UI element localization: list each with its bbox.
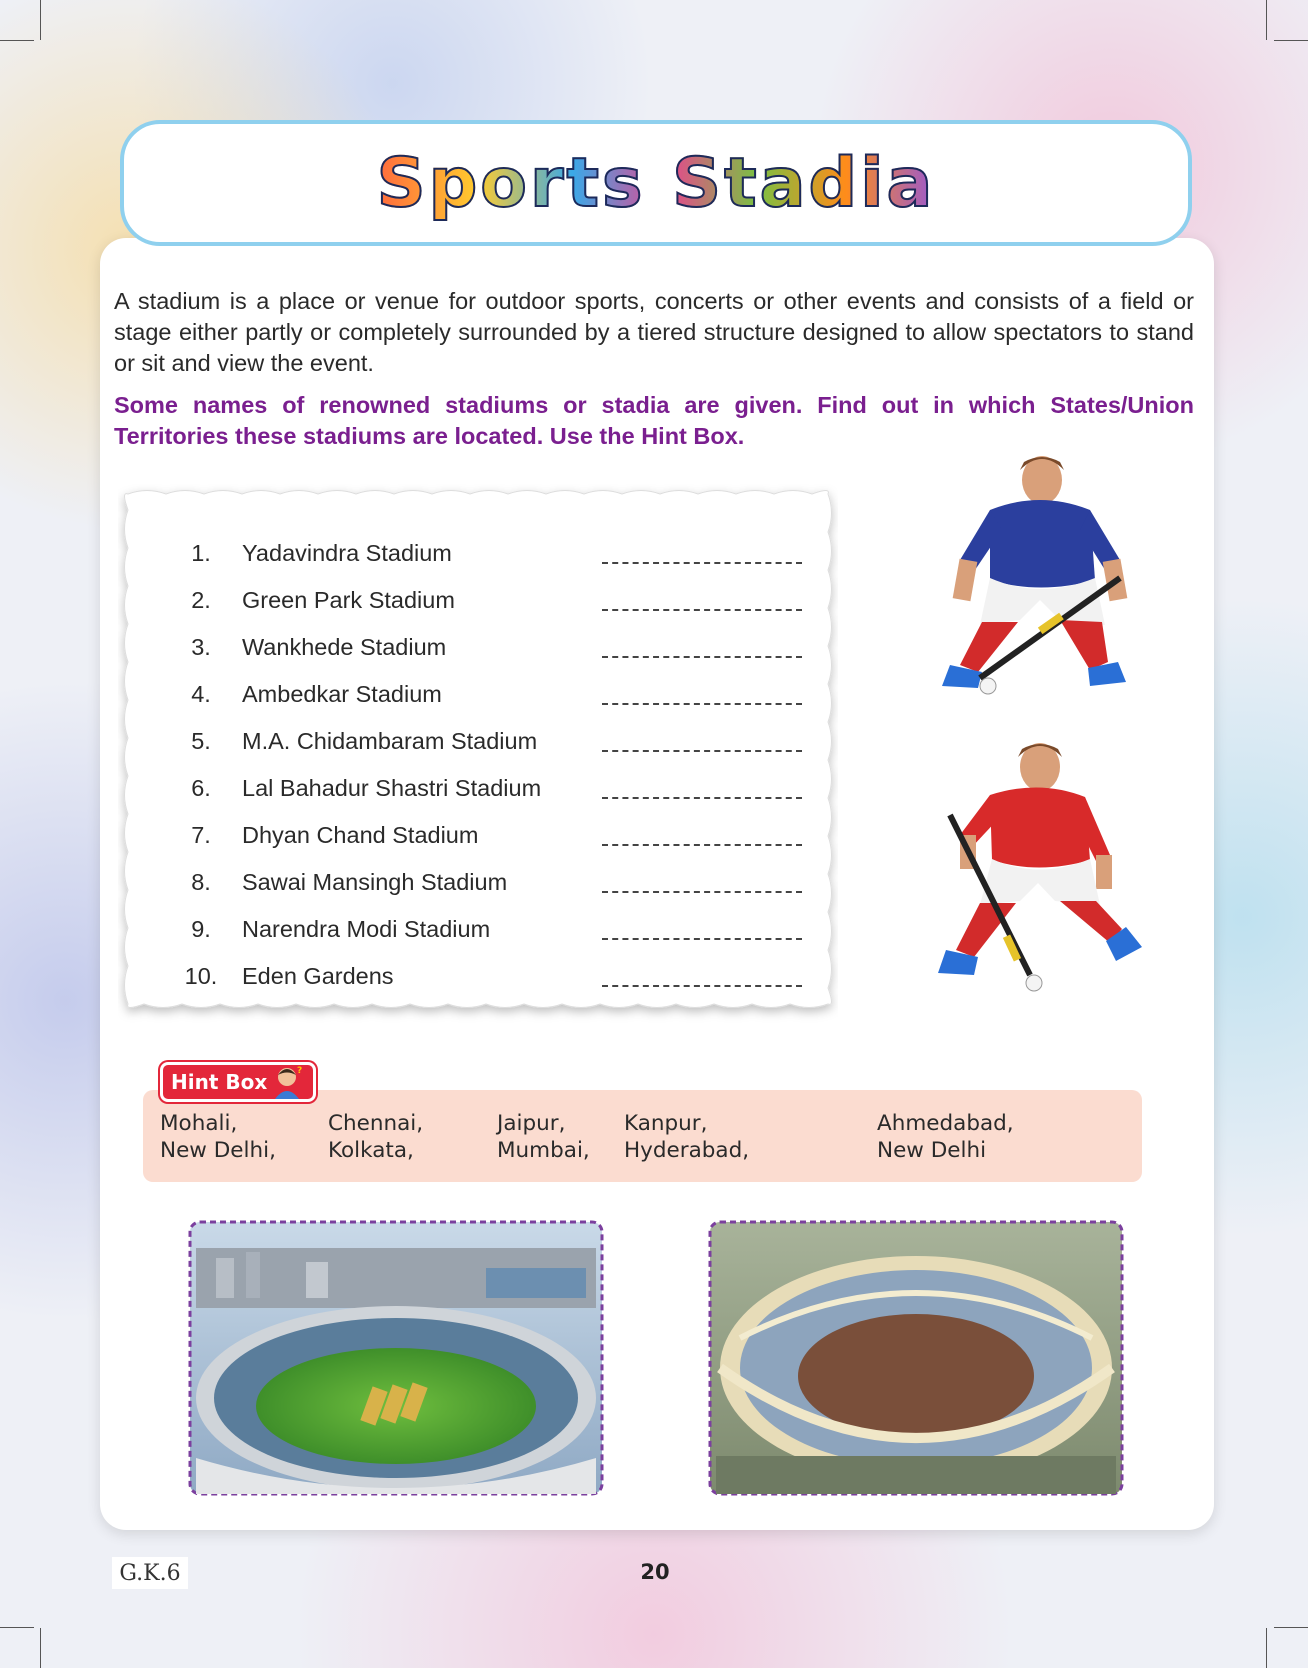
answer-blank[interactable] — [602, 636, 802, 658]
stadium-number: 5. — [191, 728, 211, 754]
instruction-paragraph: Some names of renowned stadiums or stadia are given. Find out in which States/Union Territories these stadiums are located. Use the Hint Box. — [114, 392, 1194, 449]
stadium-name: Ambedkar Stadium — [242, 681, 442, 707]
stadium-number: 10. — [184, 963, 218, 989]
hint-column-3 — [497, 1110, 590, 1164]
stadium-row — [160, 755, 820, 802]
answer-blank[interactable] — [602, 871, 802, 893]
page-number: 20 — [640, 1560, 670, 1584]
answer-blank[interactable] — [602, 965, 802, 987]
hint-column-1 — [160, 1110, 276, 1164]
stadium-name: Sawai Mansingh Stadium — [242, 869, 508, 895]
stadium-row — [160, 708, 820, 755]
hint-item: Mohali, — [160, 1111, 238, 1136]
hint-item: Kanpur, — [624, 1111, 708, 1136]
answer-blank[interactable] — [602, 683, 802, 705]
stadium-row — [160, 661, 820, 708]
answer-blank[interactable] — [602, 777, 802, 799]
hint-column-2 — [328, 1110, 423, 1164]
hockey-player-red-image — [920, 735, 1180, 995]
stadium-name: M.A. Chidambaram Stadium — [242, 728, 538, 754]
hint-box-label — [160, 1062, 316, 1102]
stadium-number: 4. — [191, 681, 211, 707]
hint-item: Ahmedabad, — [877, 1111, 1014, 1136]
hint-item: Chennai, — [328, 1111, 424, 1136]
stadium-row — [160, 896, 820, 943]
stadium-name: Lal Bahadur Shastri Stadium — [242, 775, 542, 801]
stadium-row — [160, 849, 820, 896]
answer-blank[interactable] — [602, 730, 802, 752]
answer-blank[interactable] — [602, 542, 802, 564]
svg-text:?: ? — [297, 1066, 303, 1076]
stadium-number: 7. — [191, 822, 211, 848]
hint-column-5 — [877, 1110, 1014, 1164]
stadium-name: Eden Gardens — [242, 963, 394, 989]
stadium-name: Dhyan Chand Stadium — [242, 822, 479, 848]
hockey-player-blue-image — [920, 450, 1160, 705]
ahmedabad-stadium-photo — [706, 1218, 1126, 1498]
hint-box — [143, 1090, 1142, 1182]
title-banner — [120, 120, 1192, 246]
stadium-name: Yadavindra Stadium — [242, 540, 452, 566]
hint-box-label-text: Hint Box — [171, 1070, 268, 1094]
hint-item: Mumbai, — [497, 1138, 590, 1163]
stadium-number: 3. — [191, 634, 211, 660]
answer-blank[interactable] — [602, 824, 802, 846]
stadium-number: 2. — [191, 587, 211, 613]
intro-paragraph: A stadium is a place or venue for outdoor sports, concerts or other events and consists of a field or stage either partly or completely surrounded by a tiered structure designed to allow spectators to stand or sit and view the event. — [114, 288, 1194, 376]
stadium-number: 6. — [191, 775, 211, 801]
stadium-number: 9. — [191, 916, 211, 942]
hint-item: Hyderabad, — [624, 1138, 750, 1163]
stadium-name: Wankhede Stadium — [242, 634, 447, 660]
hint-column-4 — [624, 1110, 749, 1164]
page-title: Sports Stadia — [376, 143, 936, 223]
stadium-number: 1. — [191, 540, 211, 566]
hint-item: Kolkata, — [328, 1138, 414, 1163]
stadium-number: 8. — [191, 869, 211, 895]
stadium-row — [160, 567, 820, 614]
stadium-row — [160, 614, 820, 661]
stadium-row — [160, 943, 820, 990]
book-code: G.K.6 — [112, 1557, 188, 1589]
cricket-stadium-photo — [186, 1218, 606, 1498]
hint-item: New Delhi — [877, 1138, 987, 1163]
thinking-boy-icon — [273, 1065, 303, 1099]
answer-blank[interactable] — [602, 918, 802, 940]
hint-item: Jaipur, — [497, 1111, 566, 1136]
stadium-list — [160, 520, 820, 990]
stadium-name: Narendra Modi Stadium — [242, 916, 491, 942]
stadium-name: Green Park Stadium — [242, 587, 455, 613]
answer-blank[interactable] — [602, 589, 802, 611]
stadium-row — [160, 520, 820, 567]
stadium-row — [160, 802, 820, 849]
hint-item: New Delhi, — [160, 1138, 276, 1163]
